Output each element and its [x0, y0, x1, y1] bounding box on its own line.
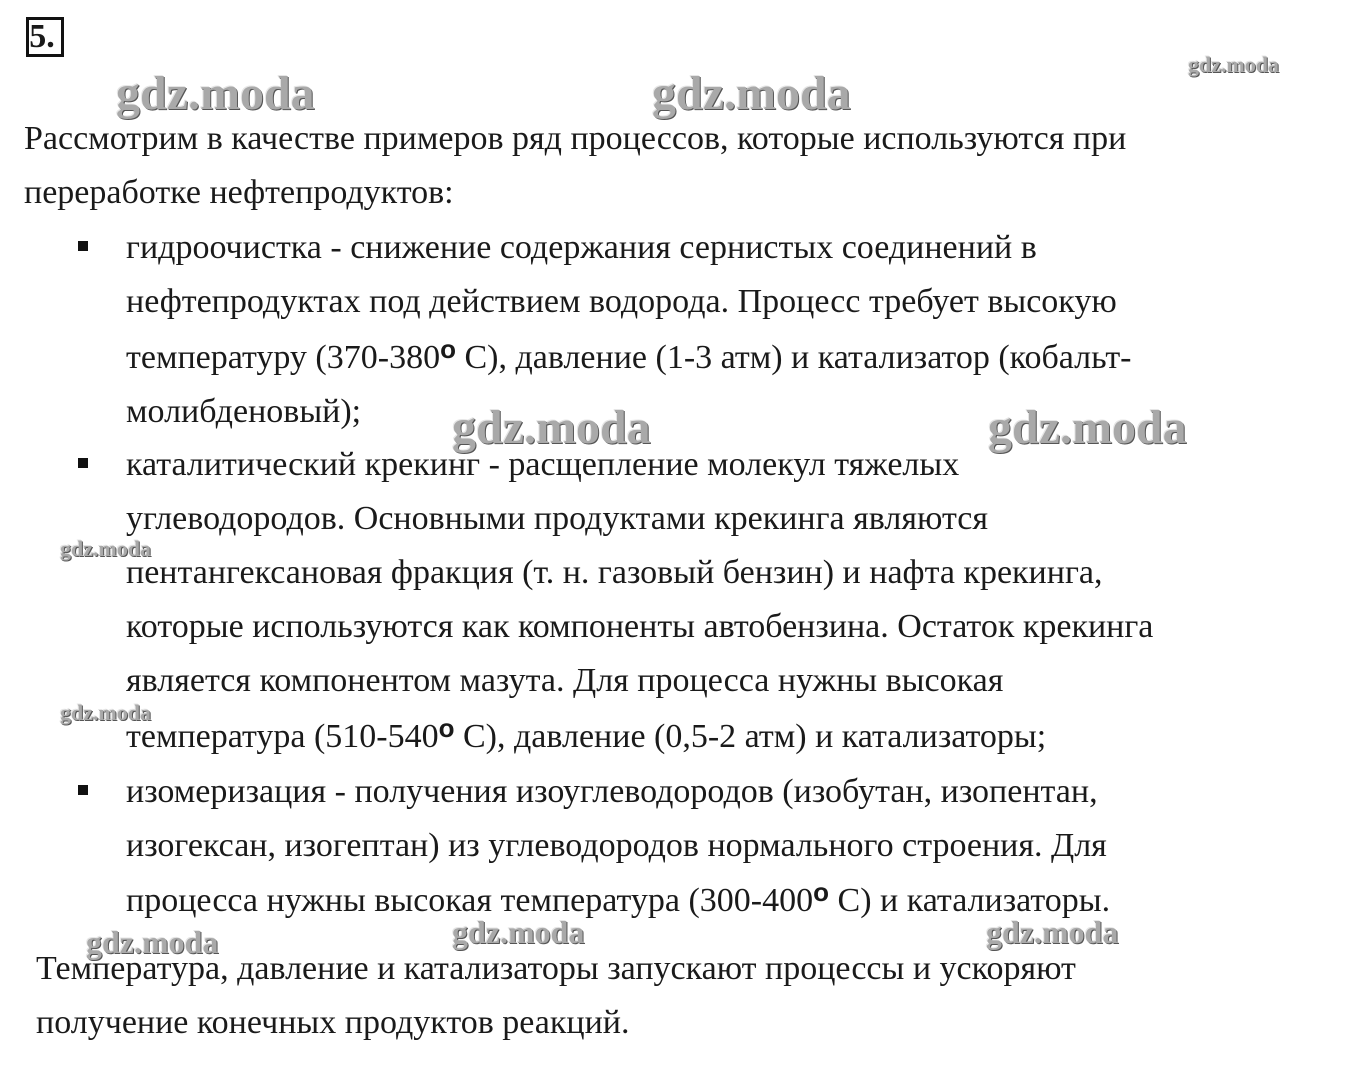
temp-prefix: температуру (370-380: [126, 339, 441, 376]
temp-suffix: С), давление (0,5-2 атм) и катализаторы;: [454, 718, 1047, 755]
item-line: углеводородов. Основными продуктами крекинга являются: [126, 500, 988, 537]
temp-prefix: процесса нужны высокая температура (300-400: [126, 882, 814, 919]
item-line: является компонентом мазута. Для процесса нужны высокая: [126, 662, 1004, 699]
watermark: gdz.moda: [86, 924, 219, 960]
degree-sign: o: [438, 713, 455, 743]
task-number: 5.: [29, 18, 55, 55]
watermark: gdz.moda: [1188, 52, 1280, 77]
bullet-marker: [78, 785, 88, 795]
item-line-temperature: [126, 874, 1110, 929]
intro-line: Рассмотрим в качестве примеров ряд процессов, которые используются при: [24, 120, 1127, 157]
temp-prefix: температура (510-540: [126, 718, 439, 755]
watermark: gdz.moda: [988, 401, 1187, 454]
watermark: gdz.moda: [60, 536, 152, 561]
degree-sign: o: [440, 334, 456, 364]
item-line: гидроочистка - снижение содержания сернистых соединений в: [126, 229, 1037, 266]
intro-line: переработке нефтепродуктов:: [24, 174, 454, 211]
bullet-marker: [78, 241, 88, 251]
bullet-marker: [78, 458, 88, 468]
item-line: которые используются как компоненты автобензина. Остаток крекинга: [126, 608, 1154, 645]
temp-suffix: С), давление (1-3 атм) и катализатор (кобальт-: [455, 339, 1132, 376]
item-line-temperature: [126, 710, 1046, 765]
item-line: пентангексановая фракция (т. н. газовый бензин) и нафта крекинга,: [126, 554, 1103, 591]
item-line: каталитический крекинг - расщепление молекул тяжелых: [126, 446, 960, 483]
watermark: gdz.moda: [452, 401, 651, 454]
item-line-temperature: [126, 331, 1132, 386]
item-line: изомеризация - получения изоуглеводородов (изобутан, изопентан,: [126, 773, 1098, 810]
conclusion-line: Температура, давление и катализаторы запускают процессы и ускоряют: [36, 950, 1076, 987]
degree-sign: o: [813, 877, 830, 907]
temp-suffix: С) и катализаторы.: [829, 882, 1111, 919]
conclusion-line: получение конечных продуктов реакций.: [36, 1004, 630, 1041]
watermark: gdz.moda: [652, 67, 851, 120]
item-line: изогексан, изогептан) из углеводородов нормального строения. Для: [126, 827, 1107, 864]
item-line: молибденовый);: [126, 393, 362, 430]
watermark: gdz.moda: [452, 914, 585, 950]
watermark: gdz.moda: [60, 700, 152, 725]
item-line: нефтепродуктах под действием водорода. Процесс требует высокую: [126, 283, 1117, 320]
task-number-box: [26, 17, 64, 57]
watermark: gdz.moda: [116, 67, 315, 120]
watermark: gdz.moda: [986, 914, 1119, 950]
